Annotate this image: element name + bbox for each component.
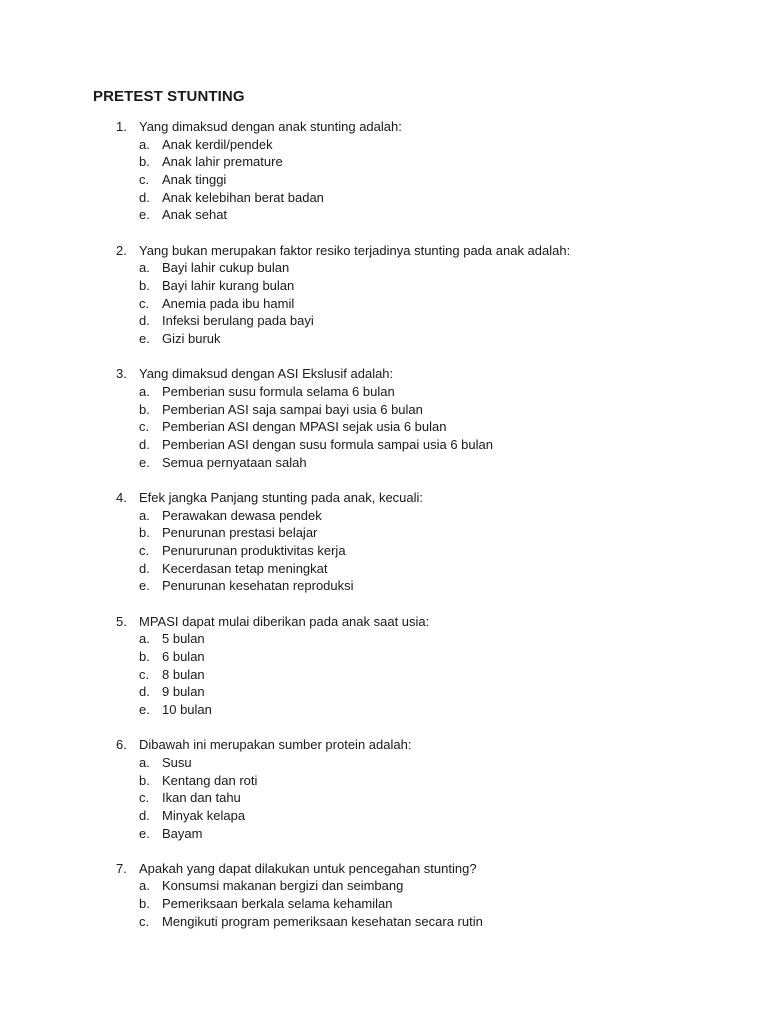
option-text: 8 bulan: [162, 666, 205, 682]
option-letter: c.: [139, 542, 150, 558]
option-text: Kentang dan roti: [162, 772, 258, 788]
option-letter: a.: [139, 136, 150, 152]
option-letter: e.: [139, 454, 150, 470]
option-letter: d.: [139, 807, 150, 823]
option-text: Semua pernyataan salah: [162, 454, 307, 470]
option-text: Pemberian ASI saja sampai bayi usia 6 bulan: [162, 401, 423, 417]
option-letter: a.: [139, 631, 150, 647]
question-line: [0, 365, 768, 383]
option-item: [0, 630, 768, 648]
option-letter: c.: [139, 790, 150, 806]
option-text: Anak sehat: [162, 207, 228, 223]
option-item: [0, 330, 768, 348]
option-item: [0, 789, 768, 807]
option-letter: b.: [139, 525, 150, 541]
option-item: [0, 913, 768, 931]
option-text: Minyak kelapa: [162, 807, 246, 823]
option-text: Anak kelebihan berat badan: [162, 189, 324, 205]
question-line: [0, 489, 768, 507]
option-item: [0, 560, 768, 578]
option-item: [0, 312, 768, 330]
option-item: [0, 259, 768, 277]
option-letter: c.: [139, 295, 150, 311]
question-item: [0, 860, 768, 931]
question-item: [0, 489, 768, 595]
option-letter: e.: [139, 578, 150, 594]
option-item: [0, 701, 768, 719]
option-letter: a.: [139, 507, 150, 523]
question-item: [0, 118, 768, 224]
question-line: [0, 736, 768, 754]
option-item: [0, 454, 768, 472]
option-letter: d.: [139, 189, 150, 205]
option-text: Bayam: [162, 825, 203, 841]
option-item: [0, 807, 768, 825]
option-item: [0, 189, 768, 207]
option-letter: d.: [139, 437, 150, 452]
question-number: 6.: [116, 737, 127, 753]
question-text: MPASI dapat mulai diberikan pada anak saat usia:: [139, 613, 430, 629]
option-item: [0, 436, 768, 454]
option-item: [0, 666, 768, 684]
question-number: 3.: [116, 366, 127, 382]
option-letter: a.: [139, 878, 150, 894]
option-item: [0, 277, 768, 295]
question-text: Yang dimaksud dengan anak stunting adalah:: [139, 119, 402, 134]
option-item: [0, 171, 768, 189]
option-letter: d.: [139, 560, 150, 576]
option-text: Anak kerdil/pendek: [162, 136, 273, 152]
option-list: [0, 630, 768, 718]
question-text: Yang bukan merupakan faktor resiko terjadinya stunting pada anak adalah:: [139, 242, 571, 258]
option-list: [0, 136, 768, 224]
option-text: 6 bulan: [162, 648, 205, 664]
option-letter: b.: [139, 896, 150, 912]
question-line: [0, 613, 768, 631]
question-text: Efek jangka Panjang stunting pada anak, kecuali:: [139, 489, 424, 505]
option-letter: c.: [139, 666, 150, 682]
option-text: Infeksi berulang pada bayi: [162, 313, 314, 329]
option-text: Susu: [162, 754, 192, 770]
option-text: Penurunan kesehatan reproduksi: [162, 578, 354, 594]
question-text: Apakah yang dapat dilakukan untuk pencegahan stunting?: [139, 860, 477, 876]
question-text: Yang dimaksud dengan ASI Ekslusif adalah:: [139, 366, 394, 382]
option-item: [0, 153, 768, 171]
option-letter: e.: [139, 701, 150, 717]
option-letter: c.: [139, 913, 150, 929]
option-letter: b.: [139, 772, 150, 788]
question-item: [0, 365, 768, 471]
option-list: [0, 259, 768, 347]
option-item: [0, 507, 768, 525]
option-text: Pemberian ASI dengan susu formula sampai usia 6 bulan: [162, 437, 493, 452]
option-item: [0, 683, 768, 701]
option-letter: b.: [139, 154, 150, 170]
option-text: Anak tinggi: [162, 172, 227, 188]
option-letter: a.: [139, 754, 150, 770]
option-text: Kecerdasan tetap meningkat: [162, 560, 328, 576]
option-letter: e.: [139, 331, 150, 347]
option-text: Gizi buruk: [162, 331, 221, 347]
option-text: Pemberian susu formula selama 6 bulan: [162, 383, 395, 399]
option-item: [0, 401, 768, 419]
option-list: [0, 877, 768, 930]
option-item: [0, 648, 768, 666]
question-item: [0, 242, 768, 348]
option-letter: e.: [139, 207, 150, 223]
option-item: [0, 136, 768, 154]
option-letter: b.: [139, 648, 150, 664]
question-line: [0, 242, 768, 260]
option-text: Penurunan prestasi belajar: [162, 525, 318, 541]
option-text: 10 bulan: [162, 701, 212, 717]
option-item: [0, 825, 768, 843]
question-number: 4.: [116, 489, 127, 505]
option-item: [0, 542, 768, 560]
option-letter: d.: [139, 684, 150, 700]
option-item: [0, 895, 768, 913]
option-letter: b.: [139, 401, 150, 417]
option-list: [0, 507, 768, 595]
option-item: [0, 383, 768, 401]
option-letter: a.: [139, 383, 150, 399]
option-letter: a.: [139, 260, 150, 276]
option-item: [0, 772, 768, 790]
option-item: [0, 418, 768, 436]
option-text: Konsumsi makanan bergizi dan seimbang: [162, 878, 404, 894]
option-list: [0, 754, 768, 842]
question-item: [0, 613, 768, 719]
option-text: Ikan dan tahu: [162, 790, 241, 806]
question-number: 1.: [116, 119, 127, 134]
option-letter: d.: [139, 313, 150, 329]
option-letter: c.: [139, 172, 150, 188]
option-item: [0, 577, 768, 595]
option-text: 9 bulan: [162, 684, 205, 700]
option-text: Anemia pada ibu hamil: [162, 295, 295, 311]
option-item: [0, 206, 768, 224]
question-number: 7.: [116, 860, 127, 876]
option-letter: c.: [139, 419, 150, 435]
option-text: Pemeriksaan berkala selama kehamilan: [162, 896, 393, 912]
option-list: [0, 383, 768, 471]
question-line: [0, 860, 768, 878]
question-number: 5.: [116, 613, 127, 629]
option-text: Bayi lahir kurang bulan: [162, 278, 295, 293]
option-letter: e.: [139, 825, 150, 841]
option-text: Penururunan produktivitas kerja: [162, 542, 346, 558]
option-text: 5 bulan: [162, 631, 205, 647]
option-text: Perawakan dewasa pendek: [162, 507, 322, 523]
question-item: [0, 736, 768, 842]
question-text: Dibawah ini merupakan sumber protein adalah:: [139, 737, 412, 753]
document-title: PRETEST STUNTING: [93, 88, 245, 105]
question-list: [0, 118, 768, 948]
option-text: Mengikuti program pemeriksaan kesehatan secara rutin: [162, 913, 483, 929]
option-letter: b.: [139, 278, 150, 293]
option-item: [0, 754, 768, 772]
option-item: [0, 295, 768, 313]
option-item: [0, 524, 768, 542]
question-number: 2.: [116, 242, 127, 258]
option-text: Bayi lahir cukup bulan: [162, 260, 290, 276]
option-text: Anak lahir premature: [162, 154, 283, 170]
option-item: [0, 877, 768, 895]
question-line: [0, 118, 768, 136]
option-text: Pemberian ASI dengan MPASI sejak usia 6 bulan: [162, 419, 447, 435]
